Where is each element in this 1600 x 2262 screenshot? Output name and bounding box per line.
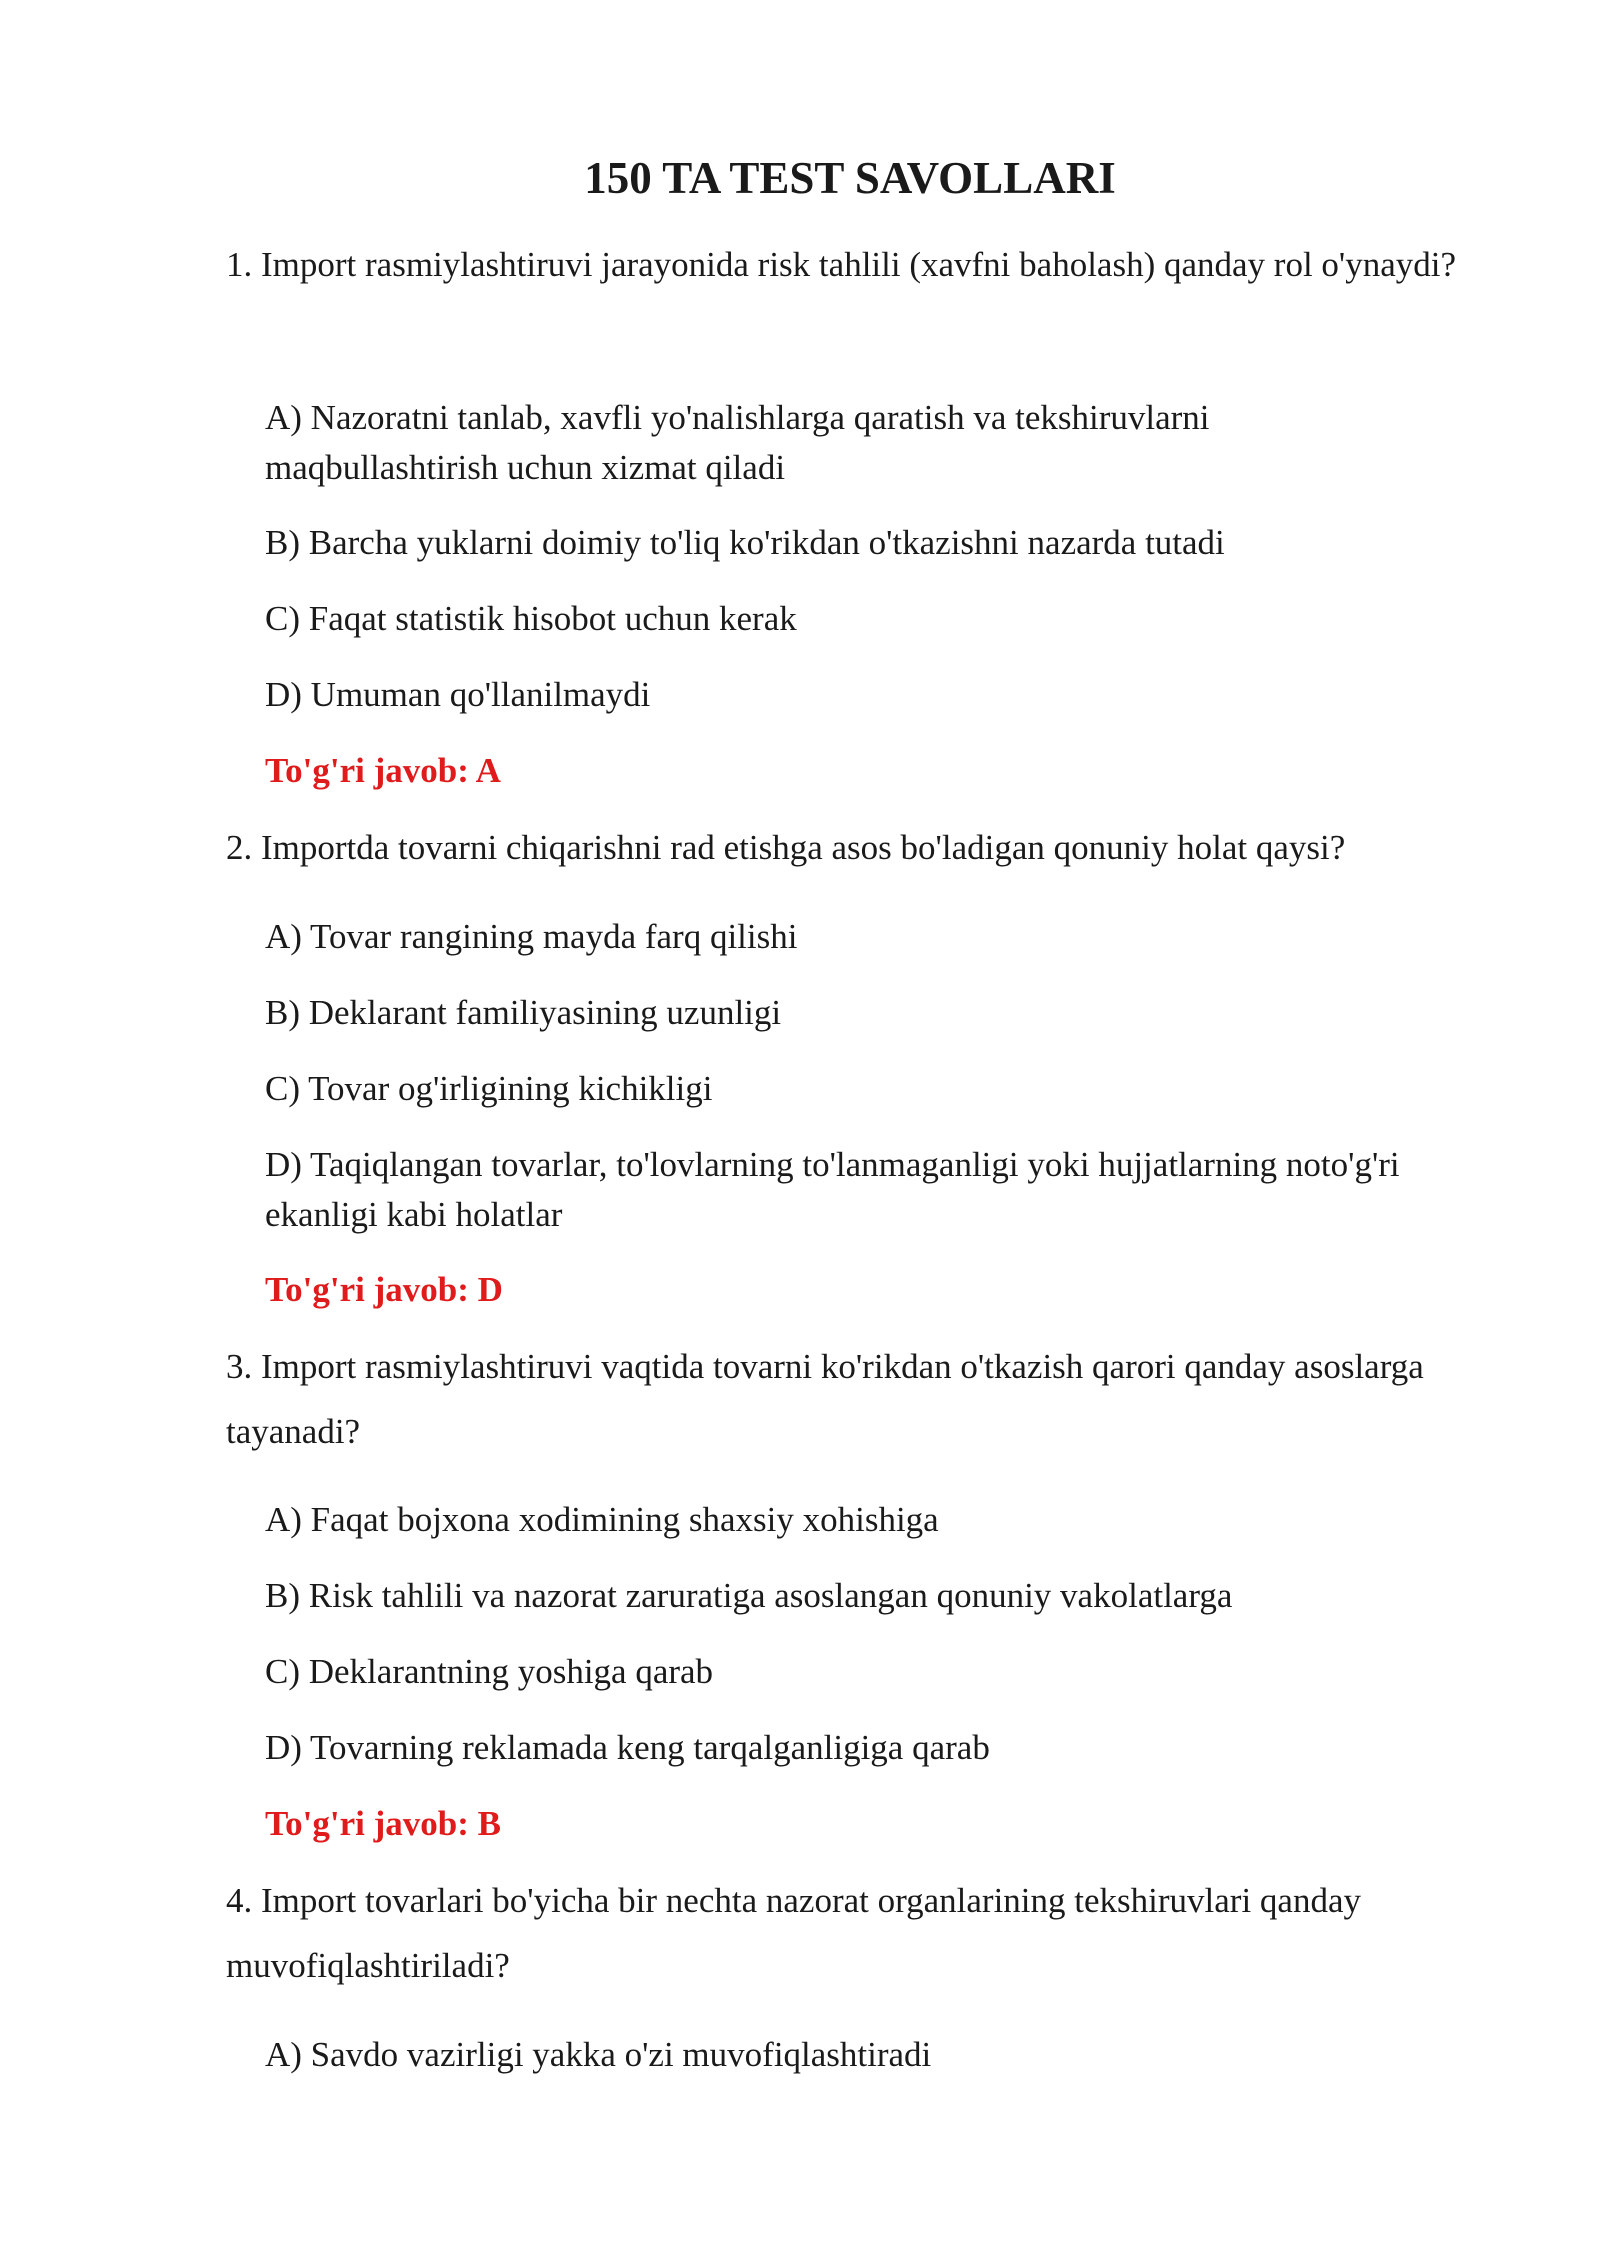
question-3-option-c: C) Deklarantning yoshiga qarab [265,1652,714,1691]
question-2-answer: To'g'ri javob: D [265,1270,503,1309]
question-1-option-c: C) Faqat statistik hisobot uchun kerak [265,599,797,638]
question-2-option-c: C) Tovar og'irligining kichikligi [265,1069,713,1108]
question-2-text: 2. Importda tovarni chiqarishni rad etishga asos bo'ladigan qonuniy holat qaysi? [226,828,1346,867]
question-2-option-b: B) Deklarant familiyasining uzunligi [265,993,782,1032]
page-title: 150 TA TEST SAVOLLARI [584,153,1116,203]
question-2-option-d: D) Taqiqlangan tovarlar, to'lovlarning to'lanmaganligi yoki hujjatlarning noto'g'ri ekanligi kabi holatlar [265,1145,1400,1234]
question-3-option-d: D) Tovarning reklamada keng tarqalganligiga qarab [265,1728,990,1767]
question-1-text: 1. Import rasmiylashtiruvi jarayonida risk tahlili (xavfni baholash) qanday rol o'ynaydi? [226,245,1457,284]
question-2-option-a: A) Tovar rangining mayda farq qilishi [265,917,798,956]
question-1-option-b: B) Barcha yuklarni doimiy to'liq ko'rikdan o'tkazishni nazarda tutadi [265,523,1225,562]
question-1-option-a: A) Nazoratni tanlab, xavfli yo'nalishlarga qaratish va tekshiruvlarni maqbullashtirish uchun xizmat qiladi [265,398,1210,487]
question-3-text: 3. Import rasmiylashtiruvi vaqtida tovarni ko'rikdan o'tkazish qarori qanday asoslarga tayanadi? [226,1347,1424,1451]
question-1-answer: To'g'ri javob: A [265,751,501,790]
question-3-option-b: B) Risk tahlili va nazorat zaruratiga asoslangan qonuniy vakolatlarga [265,1576,1233,1615]
question-3-option-a: A) Faqat bojxona xodimining shaxsiy xohishiga [265,1500,939,1539]
question-4-option-a: A) Savdo vazirligi yakka o'zi muvofiqlashtiradi [265,2035,932,2074]
question-3-answer: To'g'ri javob: B [265,1804,501,1843]
question-4-text: 4. Import tovarlari bo'yicha bir nechta nazorat organlarining tekshiruvlari qanday muvofiqlashtiriladi? [226,1881,1361,1985]
question-1-option-d: D) Umuman qo'llanilmaydi [265,675,651,714]
